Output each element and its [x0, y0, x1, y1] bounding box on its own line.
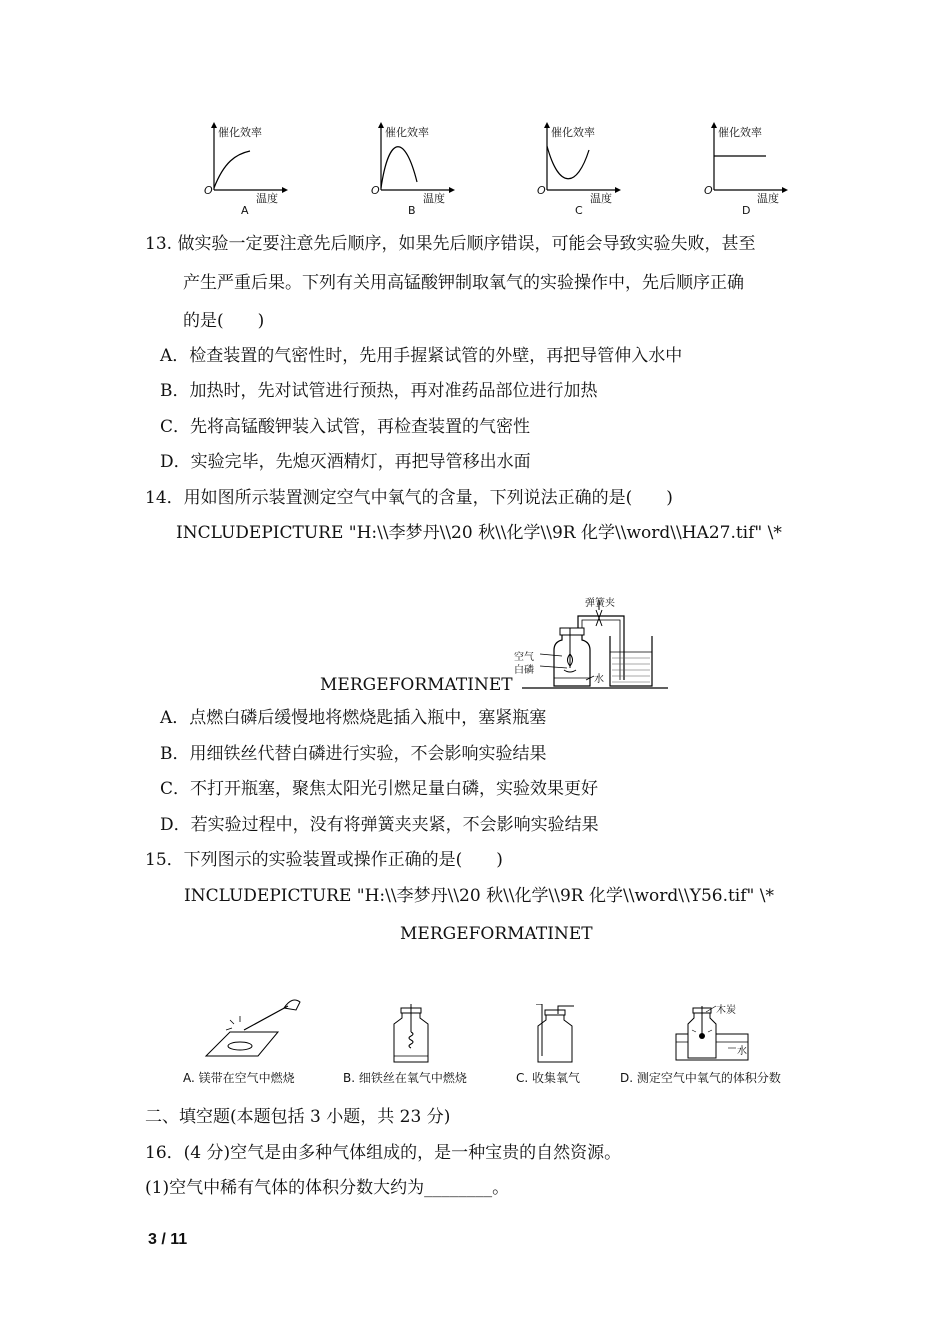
q15-caption-c: C. 收集氧气	[516, 1071, 581, 1085]
q13-option-b: B．加热时，先对试管进行预热，再对准药品部位进行加热	[160, 381, 598, 401]
q15-caption-a: A. 镁带在空气中燃烧	[183, 1071, 295, 1085]
q13-stem-line2: 产生严重后果。下列有关用高锰酸钾制取氧气的实验操作中，先后顺序正确	[183, 273, 744, 293]
q14-mergeformat: MERGEFORMATINET	[320, 675, 513, 695]
q14-option-d: D．若实验过程中，没有将弹簧夹夹紧，不会影响实验结果	[160, 815, 599, 835]
q14-label-clip: 弹簧夹	[585, 598, 615, 609]
graph-d-xlabel: 温度	[757, 192, 779, 205]
graph-b-ylabel: 催化效率	[385, 126, 429, 139]
graph-a-origin: O	[204, 184, 213, 197]
graph-a-ylabel: 催化效率	[218, 126, 262, 139]
q15-label-charcoal: 木炭	[716, 1005, 736, 1016]
graph-a-option: A	[241, 204, 249, 217]
q14-option-a: A．点燃白磷后缓慢地将燃烧匙插入瓶中，塞紧瓶塞	[160, 708, 547, 728]
graph-c-ylabel: 催化效率	[551, 126, 595, 139]
graph-d-option: D	[742, 204, 751, 217]
q16-stem: 16．(4 分)空气是由多种气体组成的，是一种宝贵的自然资源。	[145, 1143, 622, 1163]
graph-c-origin: O	[537, 184, 546, 197]
graph-a-xlabel: 温度	[256, 192, 278, 205]
graph-b-origin: O	[371, 184, 380, 197]
q15-stem: 15．下列图示的实验装置或操作正确的是( )	[145, 850, 503, 870]
q13-option-d: D．实验完毕，先熄灭酒精灯，再把导管移出水面	[160, 452, 531, 472]
q15-field-code: INCLUDEPICTURE "H:\\李梦丹\\20 秋\\化学\\9R 化学\\word\\Y56.tif" \*	[184, 886, 774, 906]
q13-option-a: A．检查装置的气密性时，先用手握紧试管的外壁，再把导管伸入水中	[160, 346, 683, 366]
q15-label-water: 水	[737, 1046, 747, 1057]
section2-title: 二、填空题(本题包括 3 小题，共 23 分)	[145, 1107, 451, 1127]
q14-label-air: 空气	[514, 652, 534, 663]
graph-c-xlabel: 温度	[590, 192, 612, 205]
q16-sub1: (1)空气中稀有气体的体积分数大约为________。	[145, 1178, 510, 1198]
graph-c-option: C	[575, 204, 583, 217]
graph-d-ylabel: 催化效率	[718, 126, 762, 139]
q13-stem-line1: 13. 做实验一定要注意先后顺序，如果先后顺序错误，可能会导致实验失败，甚至	[145, 234, 756, 254]
q15-figure-c	[534, 1004, 578, 1064]
q15-caption-d: D. 测定空气中氧气的体积分数	[620, 1071, 781, 1085]
q15-figure-a	[200, 990, 310, 1062]
q15-figure-b	[388, 1004, 434, 1064]
graph-d-origin: O	[704, 184, 713, 197]
q14-label-water: 水	[594, 674, 604, 685]
graph-b-option: B	[408, 204, 416, 217]
q14-option-c: C．不打开瓶塞，聚焦太阳光引燃足量白磷，实验效果更好	[160, 779, 599, 799]
page-number: 3 / 11	[148, 1231, 188, 1248]
q14-label-phosphorus: 白磷	[514, 665, 534, 676]
q14-field-code: INCLUDEPICTURE "H:\\李梦丹\\20 秋\\化学\\9R 化学\\word\\HA27.tif" \*	[176, 523, 782, 543]
q13-stem-line3: 的是( )	[183, 311, 265, 331]
graph-b-xlabel: 温度	[423, 192, 445, 205]
q14-stem: 14．用如图所示装置测定空气中氧气的含量，下列说法正确的是( )	[145, 488, 673, 508]
q14-option-b: B．用细铁丝代替白磷进行实验，不会影响实验结果	[160, 744, 547, 764]
q15-caption-b: B. 细铁丝在氧气中燃烧	[343, 1071, 467, 1085]
q13-option-c: C．先将高锰酸钾装入试管，再检查装置的气密性	[160, 417, 531, 437]
q15-mergeformat: MERGEFORMATINET	[400, 924, 593, 944]
